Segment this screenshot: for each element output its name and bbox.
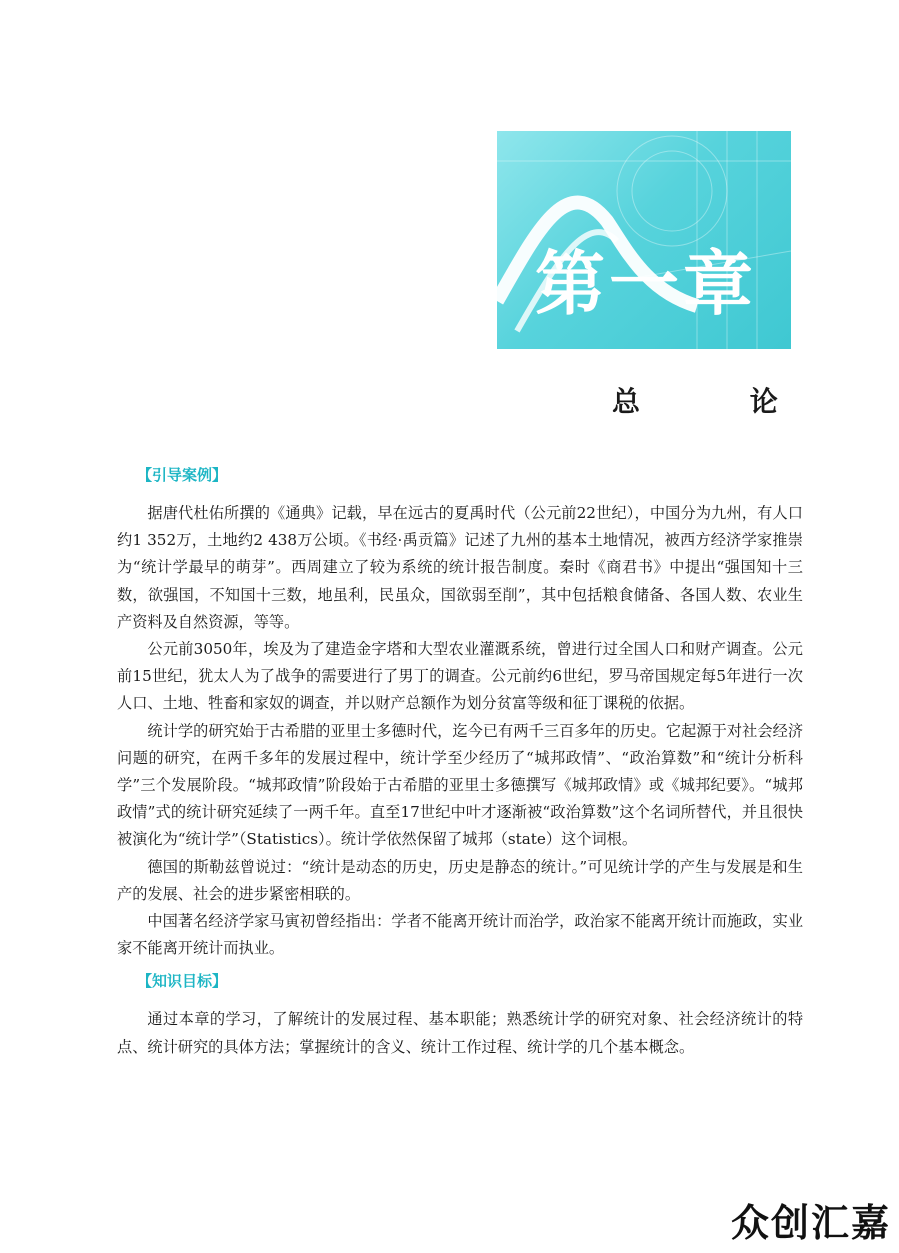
chapter-label: 第一章	[535, 243, 757, 325]
paragraph: 中国著名经济学家马寅初曾经指出：学者不能离开统计而治学，政治家不能离开统计而施政，实业家不能离开统计而执业。	[117, 912, 803, 958]
paragraph: 德国的斯勒兹曾说过：“统计是动态的历史，历史是静态的统计。”可见统计学的产生与发展是和生产的发展、社会的进步紧密相联的。	[117, 857, 803, 903]
paragraph: 公元前3050年，埃及为了建造金字塔和大型农业灌溉系统，曾进行过全国人口和财产调查。公元前15世纪，犹太人为了战争的需要进行了男丁的调查。公元前约6世纪，罗马帝国规定每5年进行一次人口、土地、牲畜和家奴的调查，并以财产总额作为划分贫富等级和征丁课税的依据。	[117, 640, 803, 713]
watermark: 众创汇嘉	[730, 1201, 891, 1245]
chapter-banner	[497, 131, 791, 349]
chapter-title: 总 论	[612, 385, 828, 418]
section-objectives	[117, 968, 803, 1060]
paragraph: 据唐代杜佑所撰的《通典》记载，早在远古的夏禹时代（公元前22世纪），中国分为九州，有人口约1 352万，土地约2 438万公顷。《书经·禹贡篇》记述了九州的基本土地情况，被西方经济学家推崇为“统计学最早的萌芽”。西周建立了较为系统的统计报告制度。秦时《商君书》中提出“强国知十三数，欲强国，不知国十三数，地虽利，民虽众，国欲弱至削”，其中包括粮食储备、各国人数、农业生产资料及自然资源，等等。	[117, 504, 803, 631]
paragraph: 统计学的研究始于古希腊的亚里士多德时代，迄今已有两千三百多年的历史。它起源于对社会经济问题的研究，在两千多年的发展过程中，统计学至少经历了“城邦政情”、“政治算数”和“统计分析科学”三个发展阶段。“城邦政情”阶段始于古希腊的亚里士多德撰写《城邦政情》或《城邦纪要》。“城邦政情”式的统计研究延续了一两千年。直至17世纪中叶才逐渐被“政治算数”这个名词所替代，并且很快被演化为“统计学”（Statistics）。统计学依然保留了城邦（state）这个词根。	[117, 721, 803, 849]
chapter-content	[117, 462, 803, 1061]
section-case	[117, 462, 803, 962]
section-heading: 【知识目标】	[137, 972, 228, 991]
section-heading: 【引导案例】	[137, 466, 228, 484]
paragraph: 通过本章的学习，了解统计的发展过程、基本职能；熟悉统计学的研究对象、社会经济统计的特点、统计研究的具体方法；掌握统计的含义、统计工作过程、统计学的几个基本概念。	[117, 1010, 803, 1056]
